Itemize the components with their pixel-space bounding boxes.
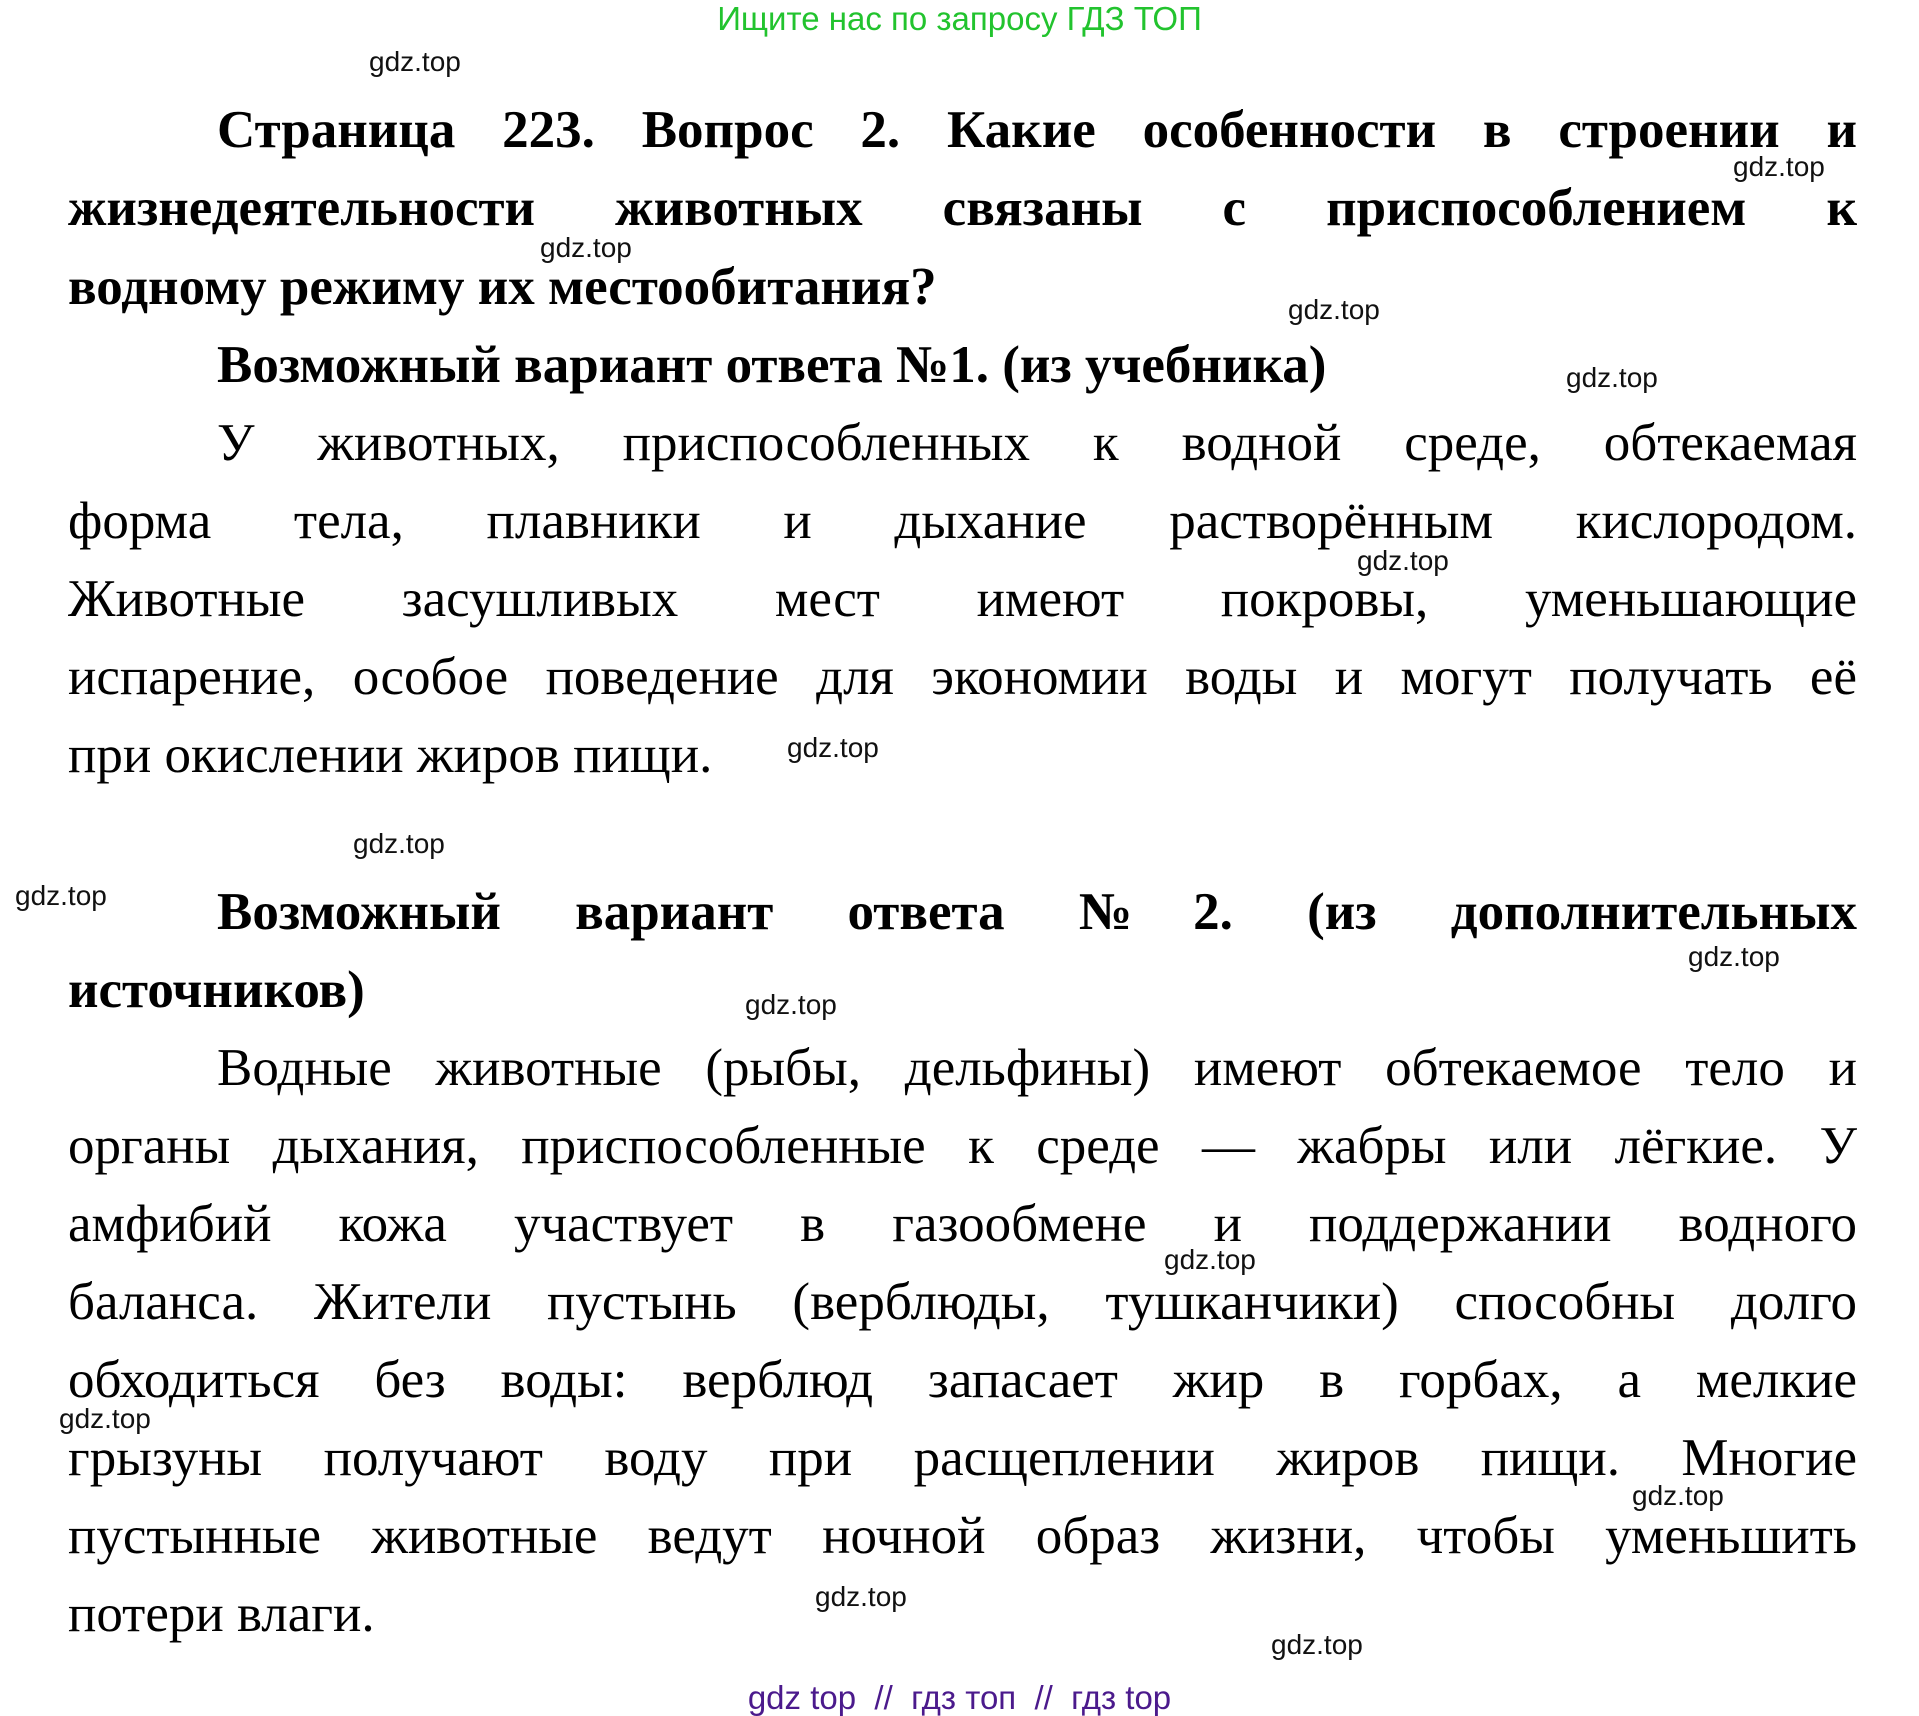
answer2-heading-line-2: источников) <box>68 961 365 1019</box>
answer2-line-5: обходиться без воды: верблюд запасает жир в горбах, а мелкие <box>68 1351 1857 1409</box>
watermark: gdz.top <box>1733 151 1825 182</box>
watermark: gdz.top <box>1164 1244 1256 1275</box>
answer2-heading-line-1: Возможный вариант ответа №2. (из дополнительных <box>217 883 1857 941</box>
footer-links[interactable]: gdz top // гдз топ // гдз top <box>747 1679 1172 1716</box>
answer1-line-2: форма тела, плавники и дыхание растворённым кислородом. <box>68 492 1857 550</box>
watermark: gdz.top <box>745 989 837 1020</box>
watermark: gdz.top <box>1357 545 1449 576</box>
answer1-heading: Возможный вариант ответа №1. (из учебника) <box>217 336 1327 394</box>
watermark: gdz.top <box>1688 941 1780 972</box>
watermark: gdz.top <box>1566 362 1658 393</box>
question-line-2: жизнедеятельности животных связаны с приспособлением к <box>68 179 1857 237</box>
question-line-1: Страница 223. Вопрос 2. Какие особенности в строении и <box>217 101 1857 159</box>
watermark: gdz.top <box>369 46 461 77</box>
watermark: gdz.top <box>540 232 632 263</box>
answer2-line-3: амфибий кожа участвует в газообмене и поддержании водного <box>68 1195 1857 1253</box>
answer2-line-1: Водные животные (рыбы, дельфины) имеют обтекаемое тело и <box>217 1039 1857 1097</box>
watermark: gdz.top <box>815 1581 907 1612</box>
answer2-line-2: органы дыхания, приспособленные к среде — жабры или лёгкие. У <box>68 1117 1857 1175</box>
question-line-3: водному режиму их местообитания? <box>68 258 937 316</box>
answer1-line-5: при окислении жиров пищи. <box>68 726 713 784</box>
answer2-line-8: потери влаги. <box>68 1585 375 1643</box>
watermark: gdz.top <box>59 1403 151 1434</box>
answer2-line-7: пустынные животные ведут ночной образ жизни, чтобы уменьшить <box>68 1507 1857 1565</box>
watermark: gdz.top <box>1632 1480 1724 1511</box>
watermark: gdz.top <box>353 828 445 859</box>
search-banner: Ищите нас по запросу ГДЗ ТОП <box>717 0 1202 37</box>
answer2-line-4: баланса. Жители пустынь (верблюды, тушканчики) способны долго <box>68 1273 1857 1331</box>
watermark: gdz.top <box>1271 1629 1363 1660</box>
watermark: gdz.top <box>787 732 879 763</box>
answer1-line-4: испарение, особое поведение для экономии воды и могут получать её <box>68 648 1857 706</box>
watermark: gdz.top <box>15 880 107 911</box>
answer1-line-3: Животные засушливых мест имеют покровы, уменьшающие <box>68 570 1857 628</box>
watermark: gdz.top <box>1288 294 1380 325</box>
answer2-line-6: грызуны получают воду при расщеплении жиров пищи. Многие <box>68 1429 1857 1487</box>
answer1-line-1: У животных, приспособленных к водной среде, обтекаемая <box>217 414 1857 472</box>
